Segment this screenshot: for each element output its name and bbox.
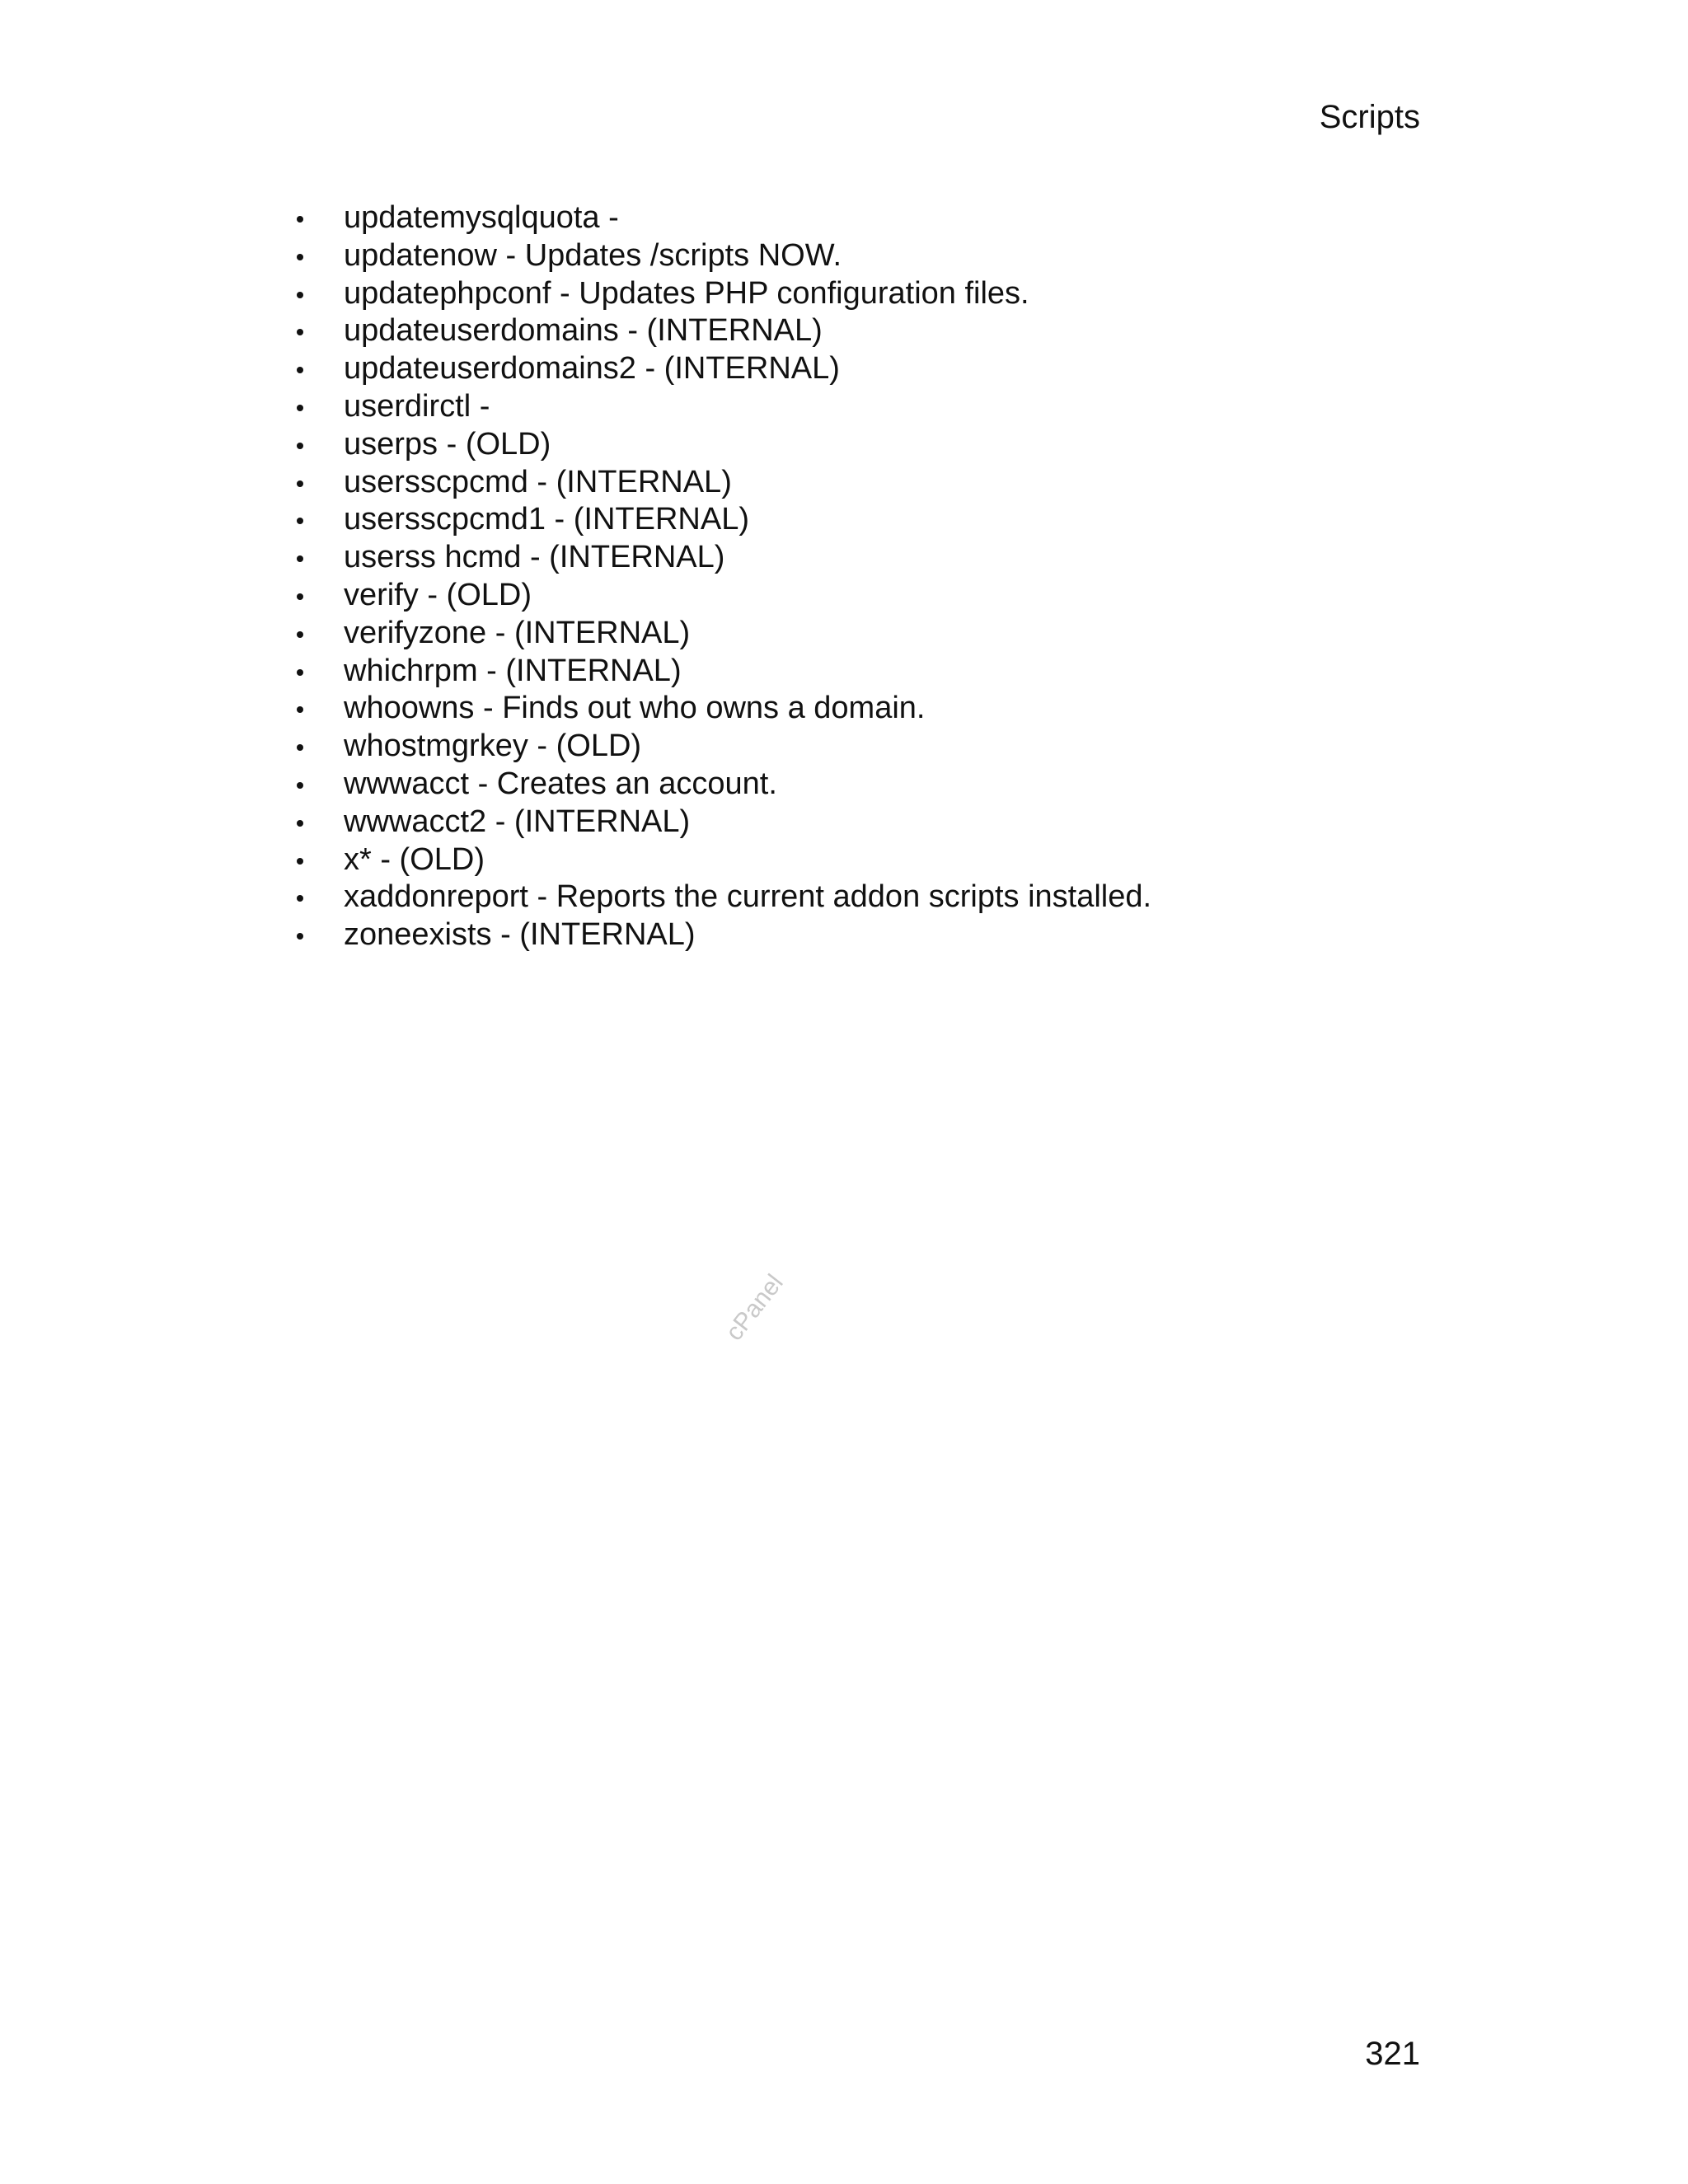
list-item: usersscpcmd - (INTERNAL) <box>293 464 1151 502</box>
list-item: x* - (OLD) <box>293 841 1151 879</box>
list-item: updatemysqlquota - <box>293 199 1151 237</box>
list-item: xaddonreport - Reports the current addon scripts installed. <box>293 879 1151 916</box>
list-item: whostmgrkey - (OLD) <box>293 728 1151 766</box>
list-item: userps - (OLD) <box>293 426 1151 464</box>
list-item: zoneexists - (INTERNAL) <box>293 916 1151 954</box>
list-item: userss hcmd - (INTERNAL) <box>293 539 1151 577</box>
list-item: usersscpcmd1 - (INTERNAL) <box>293 501 1151 539</box>
page-number: 321 <box>1365 2036 1420 2072</box>
list-item: updateuserdomains - (INTERNAL) <box>293 312 1151 350</box>
running-header-title: Scripts <box>1319 99 1420 135</box>
list-item: whoowns - Finds out who owns a domain. <box>293 690 1151 728</box>
watermark: cPanel <box>720 1269 789 1346</box>
script-list <box>293 199 1151 954</box>
list-item: wwwacct - Creates an account. <box>293 766 1151 804</box>
list-item: userdirctl - <box>293 388 1151 426</box>
list-item: wwwacct2 - (INTERNAL) <box>293 804 1151 841</box>
list-item: verify - (OLD) <box>293 577 1151 615</box>
list-item: updateuserdomains2 - (INTERNAL) <box>293 350 1151 388</box>
list-item: updatenow - Updates /scripts NOW. <box>293 237 1151 275</box>
list-item: verifyzone - (INTERNAL) <box>293 615 1151 653</box>
list-item: updatephpconf - Updates PHP configuration files. <box>293 275 1151 313</box>
list-item: whichrpm - (INTERNAL) <box>293 653 1151 691</box>
